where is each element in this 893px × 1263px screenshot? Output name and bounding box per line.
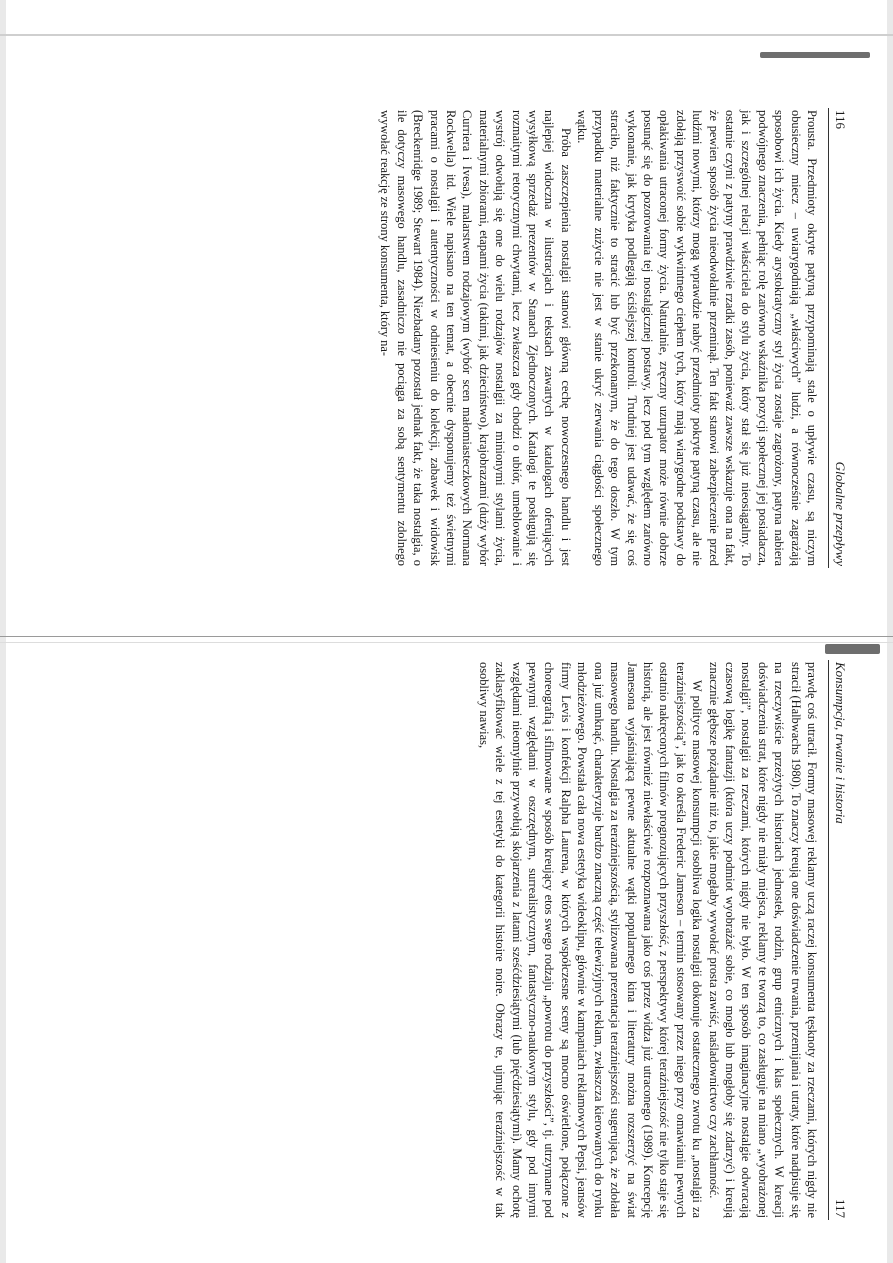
paragraph: W polityce masowej konsumpcji osobliwa logika nostalgii dokonuje ostatecznego zwrotu ku „nostalgii za teraźniejszością”, jak to określa Frederic Jameson – termin stosowany przez niego przy omawianiu pewnych ostatnio nakręconych filmów prognozujących przyszłość, z perspektywy której teraźniejszość nie tylko staje się historią, ale jest również niewłaściwie rozpoznawana jako coś przez widza już utraconego (1989). Koncepcję Jamesona wyjaśniającą pewne aktualne wątki popularnego kina i literatury można rozszerzyć na świat masowego handlu. Nostalgia za teraźniejszością, stylizowana prezentacja teraźniejszości sugerująca, że zdołała ona już umknąć, charakteryzuje bardzo znaczną część telewizyjnych reklam, zwłaszcza kierowanych do rynku młodzieżowego. Powstała cała nowa estetyka wideoklipu, głównie w kampaniach reklamowych Pepsi, jeansów firmy Levis i konfekcji Ralpha Laurena, w których współczesne sceny są mocno oświetlone, połączone z choreografią i sfilmowane w sposób kreujący etos swego rodzaju „powrotu do przyszłości”, tj. utrzymane pod pewnymi względami w oszczędnym, surrealistycznym, fantastyczno-naukowym stylu, gdy pod innymi względami nieomylnie przywołują skojarzenia z latami sześćdziesiątymi (lub pięćdziesiątymi). Mamy ochotę zaklasyfikować wiele z tej estetyki do kategorii histoire noire. Obrazy te, ujmując teraźniejszość w tak osobliwy nawias,: [476, 662, 705, 1218]
scan-smudge-top: [760, 52, 870, 58]
scan-top-line: [0, 34, 893, 36]
running-head-117: [828, 660, 848, 1220]
page-body-116: [377, 108, 820, 568]
scan-edge-right: [887, 0, 893, 1263]
running-head-116: [828, 108, 848, 568]
running-title: Globalne przepływy: [833, 461, 848, 566]
page-number: 117: [833, 1198, 848, 1218]
running-title: Konsumpcja, trwanie i historia: [833, 662, 848, 824]
scan-edge-left: [0, 0, 6, 1263]
page-number: 116: [833, 110, 848, 130]
page-116: [108, 108, 848, 568]
page-gutter-line: [0, 636, 893, 637]
paragraph: prawdę coś utracił. Formy masowej reklamy uczą raczej konsumenta tęsknoty za rzeczami, których nigdy nie stracił (Halbwachs 1980). To znaczy kreują one doświadczenie trwania, przemijania i utraty, które nadpisuje się na rzeczywiście przeżytych historiach jednostek, rodzin, grup etnicznych i klas społecznych. W kreacji doświadczenia strat, które nigdy nie miały miejsca, reklamy te tworzą to, co zasługuje na miano „wyobrażonej nostalgii”, nostalgii za rzeczami, których nigdy nie było. W ten sposób imaginacyjne nostalgie odwracają czasową logikę fantazji (która uczy podmiot wyobrażać sobie, co mogło lub mogłoby się zdarzyć) i kreują znacznie głębsze pożądanie niż to, jakie mogłaby wywołać prosta zawiść, naśladownictwo czy zachłanność.: [706, 662, 819, 1218]
page-body-117: [475, 660, 820, 1220]
paragraph: Próba zaszczepienia nostalgii stanowi główną cechę nowoczesnego handlu i jest najlepiej widoczna w ilustracjach i tekstach zawartych w katalogach oferujących wysyłkową sprzedaż prezentów w Stanach Zjednoczonych. Katalogi te posługują się rozmaitymi retorycznymi chwytami, lecz zwłaszcza gdy chodzi o ubiór, umeblowanie i wystrój odwołują się one do wielu rodzajów nostalgii za minionymi stylami życia, materialnymi zbiorami, etapami życia (takimi, jak dzieciństwo), krajobrazami (duży wybór Curriera i Ivesa), malarstwem rodzajowym (wybór scen małomiasteczkowych Normana Rockwella) itd. Wiele napisano na ten temat, a obecnie dysponujemy też świetnymi pracami o nostalgii i autentyczności w odniesieniu do kolekcji, zabawek i widowisk (Breckenridge 1989; Stewart 1984). Niezbadany pozostał jednak fakt, że taka nostalgia, o ile dotyczy masowego handlu, zasadniczo nie pociąga za sobą sentymentu zdolnego wywołać reakcję ze strony konsumenta, który na-: [378, 110, 573, 566]
paragraph: Prousta. Przedmioty okryte patyną przypominają stale o upływie czasu, są niczym obusieczny miecz – uwiarygodniają „właściwych” ludzi, a równocześnie zagrażają sposobowi ich życia. Kiedy arystokratyczny styl życia zostaje zagrożony, patyna nabiera podwójnego znaczenia, pełniąc rolę zarówno wskaźnika pozycji społecznej jej posiadacza, jak i szczególnej relacji właściciela do stylu życia, który stał się już nieosiągalny. To ostatnie czyni z patyny prawdziwie rzadki zasób, ponieważ zawsze wskazuje ona na fakt, że pewien sposób życia nieodwołalnie przeminął. Ten fakt stanowi zabezpieczenie przed ludźmi nowymi, którzy mogą wprawdzie nabyć przedmioty pokryte patyną czasu, ale nie zdołają przyswoić sobie wykwintnego ciepłem tych, który mają wiarygodne podstawy do opłakiwania utraconej formy życia. Naturalnie, zręczny uzurpator może równie dobrze posunąć się do pozorowania tej nostalgicznej postawy, lecz pod tym względem zarówno wykonanie, jak krytyka podlegają ściślejszej kontroli. Trudniej jest udawać, że się coś straciło, niż faktycznie to stracić lub być przekonanym, że do tego doszło. W tym przypadku materialne zużycie nie jest w stanie ukryć zerwania ciągłości społecznego wątku.: [575, 110, 819, 566]
page-gutter-shadow: [0, 642, 893, 643]
scan-smudge-mid: [825, 644, 880, 654]
page-117: [108, 660, 848, 1220]
